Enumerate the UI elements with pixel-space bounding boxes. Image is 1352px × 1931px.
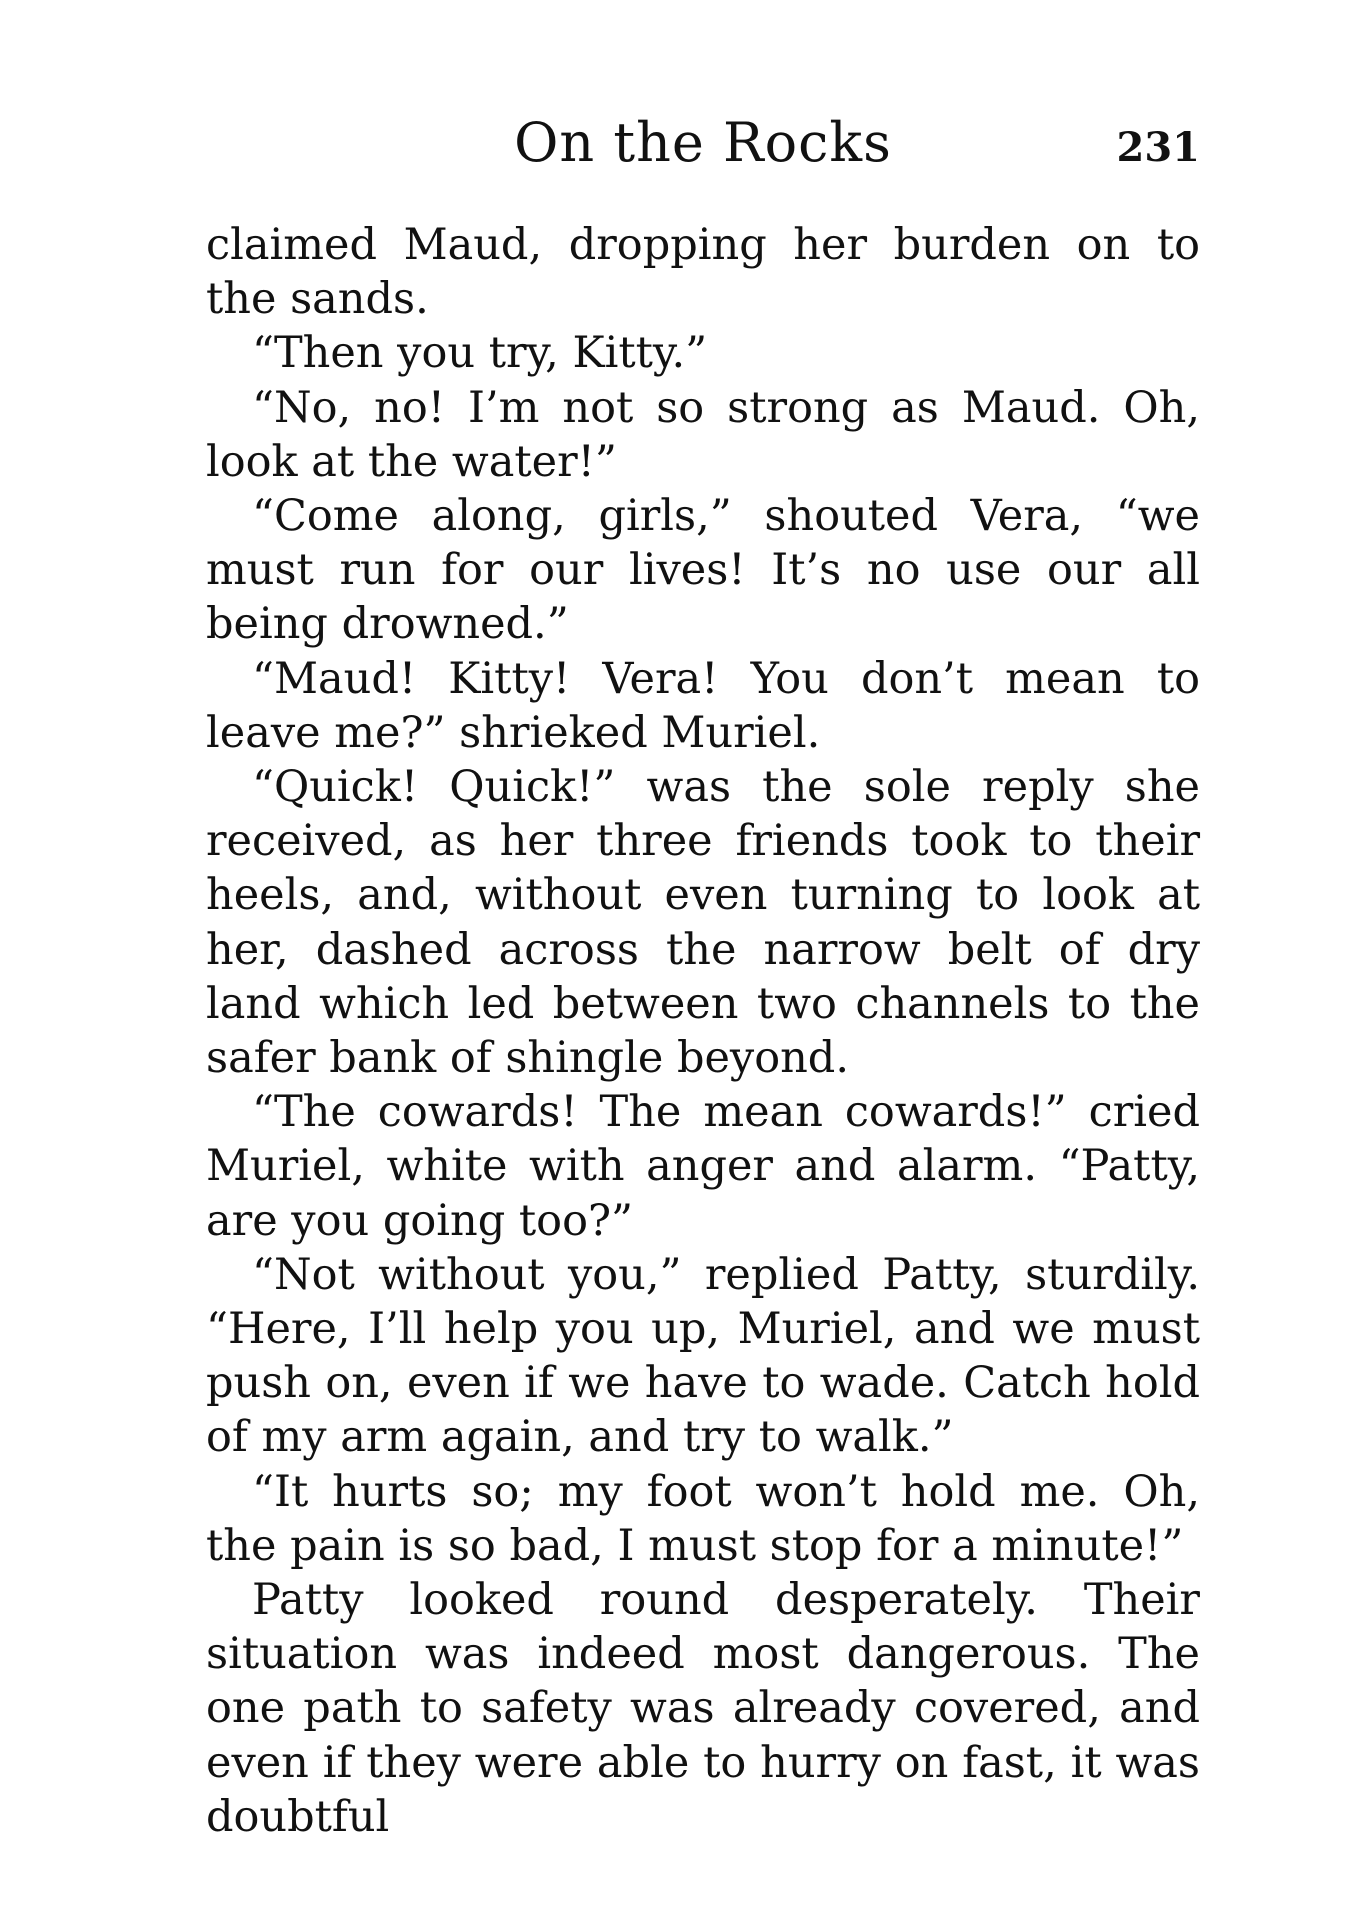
paragraph: “Maud! Kitty! Vera! You don’t mean to leave me?” shrieked Muriel.: [206, 653, 1200, 758]
paragraph: “Then you try, Kitty.”: [252, 328, 708, 379]
paragraph: “Come along, girls,” shouted Vera, “we must run for our lives! It’s no use our all being drowned.”: [206, 491, 1200, 650]
running-head: [206, 108, 1200, 178]
paragraph: “It hurts so; my foot won’t hold me. Oh, the pain is so bad, I must stop for a minute!”: [206, 1466, 1200, 1571]
paragraph: Patty looked round desperately. Their situation was indeed most dangerous. The one path to safety was already covered, and even if they were able to hurry on fast, it was doubtful: [206, 1575, 1200, 1842]
page-number: 231: [1116, 124, 1200, 171]
paragraph: claimed Maud, dropping her burden on to the sands.: [206, 220, 1200, 325]
paragraph: “Quick! Quick!” was the sole reply she received, as her three friends took to their heels, and, without even turning to look at her, dashed across the narrow belt of dry land which led between two channels to the safer bank of shingle beyond.: [206, 762, 1200, 1084]
paragraph: “Not without you,” replied Patty, sturdily. “Here, I’ll help you up, Muriel, and we must push on, even if we have to wade. Catch hold of my arm again, and try to walk.”: [206, 1249, 1200, 1463]
body-text: [206, 218, 1200, 1844]
paragraph: “The cowards! The mean cowards!” cried Muriel, white with anger and alarm. “Patty, are you going too?”: [206, 1087, 1200, 1246]
running-title: On the Rocks: [514, 111, 892, 174]
paragraph: “No, no! I’m not so strong as Maud. Oh, look at the water!”: [206, 382, 1200, 487]
